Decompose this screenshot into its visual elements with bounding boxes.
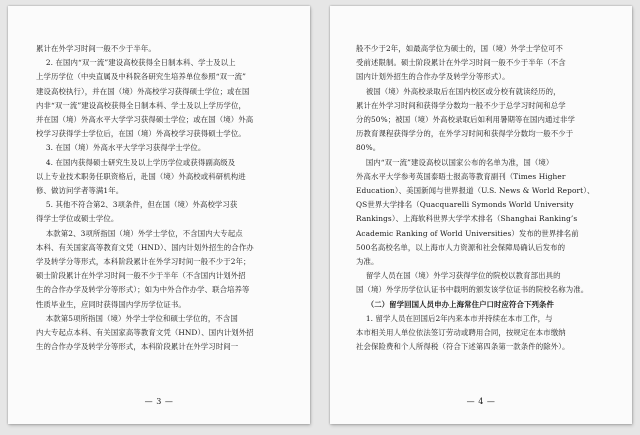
- text-line: 生的合作办学及转学分等形式）；如为中外合作办学、联合培养等: [36, 285, 250, 295]
- text-line: 历教育课程获得学分的，在外学习时间和获得学分数均一般不少于: [356, 129, 574, 139]
- text-line: 5. 其他不符合第2、3项条件，但在国（境）外高校学习获: [36, 200, 238, 210]
- text-line: 硕士阶段累计在外学习时间一般不少于半年（不含国内计划外招: [36, 271, 246, 281]
- text-line: 留学人员在国（境）外学习获得学位的院校以教育部出具的: [356, 271, 561, 281]
- text-line: 内大专起点本科、有关国家高等教育文凭（HND）、国内计划外招: [36, 328, 254, 338]
- text-line: 国（境）外学历学位认证书中载明的颁发该学位证书的院校名称为准。: [356, 285, 589, 295]
- text-line: Rankings）、上海软科世界大学学术排名（Shanghai Ranking’s: [356, 214, 578, 224]
- text-line: 得学士学位或硕士学位。: [36, 214, 119, 224]
- text-line: 以上专业技术职务任职资格后，赴国（境）外高校或科研机构进: [36, 171, 246, 181]
- text-line: 1. 留学人员在回国后2年内来本市并持续在本市工作，与: [356, 313, 553, 323]
- text-line: 外高水平大学参考英国泰晤士报高等教育副刊（Times Higher: [356, 171, 566, 181]
- text-line: 受前述限制。硕士阶段累计在外学习时间一般不少于半年（不含: [356, 58, 566, 68]
- text-line: 3. 在国（境）外高水平大学学习获得学士学位。: [36, 143, 206, 153]
- text-line: Academic Ranking of World Universities）发布的世界排名前: [356, 228, 579, 238]
- text-line: 般不少于2年，如最高学位为硕士的，国（境）外学士学位可不: [356, 44, 564, 53]
- text-line: 80%。: [356, 143, 381, 153]
- text-line: 500名高校名单，以上海市人力资源和社会保障局确认后发布的: [356, 242, 566, 252]
- text-line: Education）、美国新闻与世界报道（U.S. News & World Report）、: [356, 186, 595, 196]
- text-line: 内非“双一流”建设高校获得全日制本科、学士及以上学历学位，: [36, 100, 247, 110]
- page-number: — 4 —: [466, 397, 496, 406]
- text-line: 性质毕业生，应同时获得国内学历学位证书。: [36, 299, 186, 309]
- text-line: 国内“双一流”建设高校以国家公布的名单为准，国（境）: [356, 157, 554, 167]
- text-line: 本款第2、3项所指国（境）外学士学位，不含国内大专起点: [36, 228, 243, 238]
- document-page-4: [330, 6, 632, 424]
- text-line: 国内计划外招生的合作办学及转学分等形式）。: [356, 72, 510, 82]
- text-line: 本款第5项所指国（境）外学士学位和硕士学位的，不含国: [36, 313, 238, 323]
- text-line: 为准。: [356, 257, 379, 267]
- text-line: 上学历学位（中央直属及中科院各研究生培养单位参照“双一流”: [36, 72, 247, 82]
- page-body-text: [36, 42, 290, 354]
- text-line: 社会保险费和个人所得税（符合下述第四条第一款条件的除外）。: [356, 342, 570, 352]
- text-line: 累计在外学习时间一般不少于半年。: [36, 44, 156, 53]
- text-line: 4. 在国内获得硕士研究生及以上学历学位或获得副高级及: [36, 157, 236, 167]
- section-heading: （二）留学回国人员申办上海常住户口时应符合下列条件: [356, 299, 554, 309]
- text-line: 本市相关用人单位依法签订劳动或聘用合同，按规定在本市缴纳: [356, 328, 566, 338]
- text-line: 分的50%；被国（境）外高校录取后如利用暑期等在国内通过非学: [356, 115, 575, 125]
- text-line: 2. 在国内“双一流”建设高校获得全日制本科、学士及以上: [36, 58, 236, 68]
- text-line: 建设高校执行），并在国（境）外高校学习获得硕士学位；或在国: [36, 86, 250, 96]
- text-line: 学及转学分等形式，本科阶段累计在外学习时间一般不少于2年；: [36, 257, 251, 267]
- document-page-3: [8, 6, 310, 424]
- text-line: 校学习获得学士学位后，在国（境）外高校学习获得硕士学位。: [36, 129, 246, 139]
- text-line: QS世界大学排名（Quacquarelli Symonds World University: [356, 200, 574, 210]
- text-line: 本科、有关国家高等教育文凭（HND）、国内计划外招生的合作办: [36, 242, 254, 252]
- text-line: 修、做访问学者等满1年。: [36, 186, 124, 196]
- text-line: 被国（境）外高校录取后在国内校区或分校有就读经历的，: [356, 86, 561, 96]
- text-line: 累计在外学习时间和获得学分数均一般不少于总学习时间和总学: [356, 100, 566, 110]
- text-line: 并在国（境）外高水平大学学习获得硕士学位；或在国（境）外高: [36, 115, 254, 125]
- text-line: 生的合作办学及转学分等形式，本科阶段累计在外学习时间一: [36, 342, 239, 352]
- page-number: — 3 —: [144, 397, 174, 406]
- page-body-text: [356, 42, 610, 354]
